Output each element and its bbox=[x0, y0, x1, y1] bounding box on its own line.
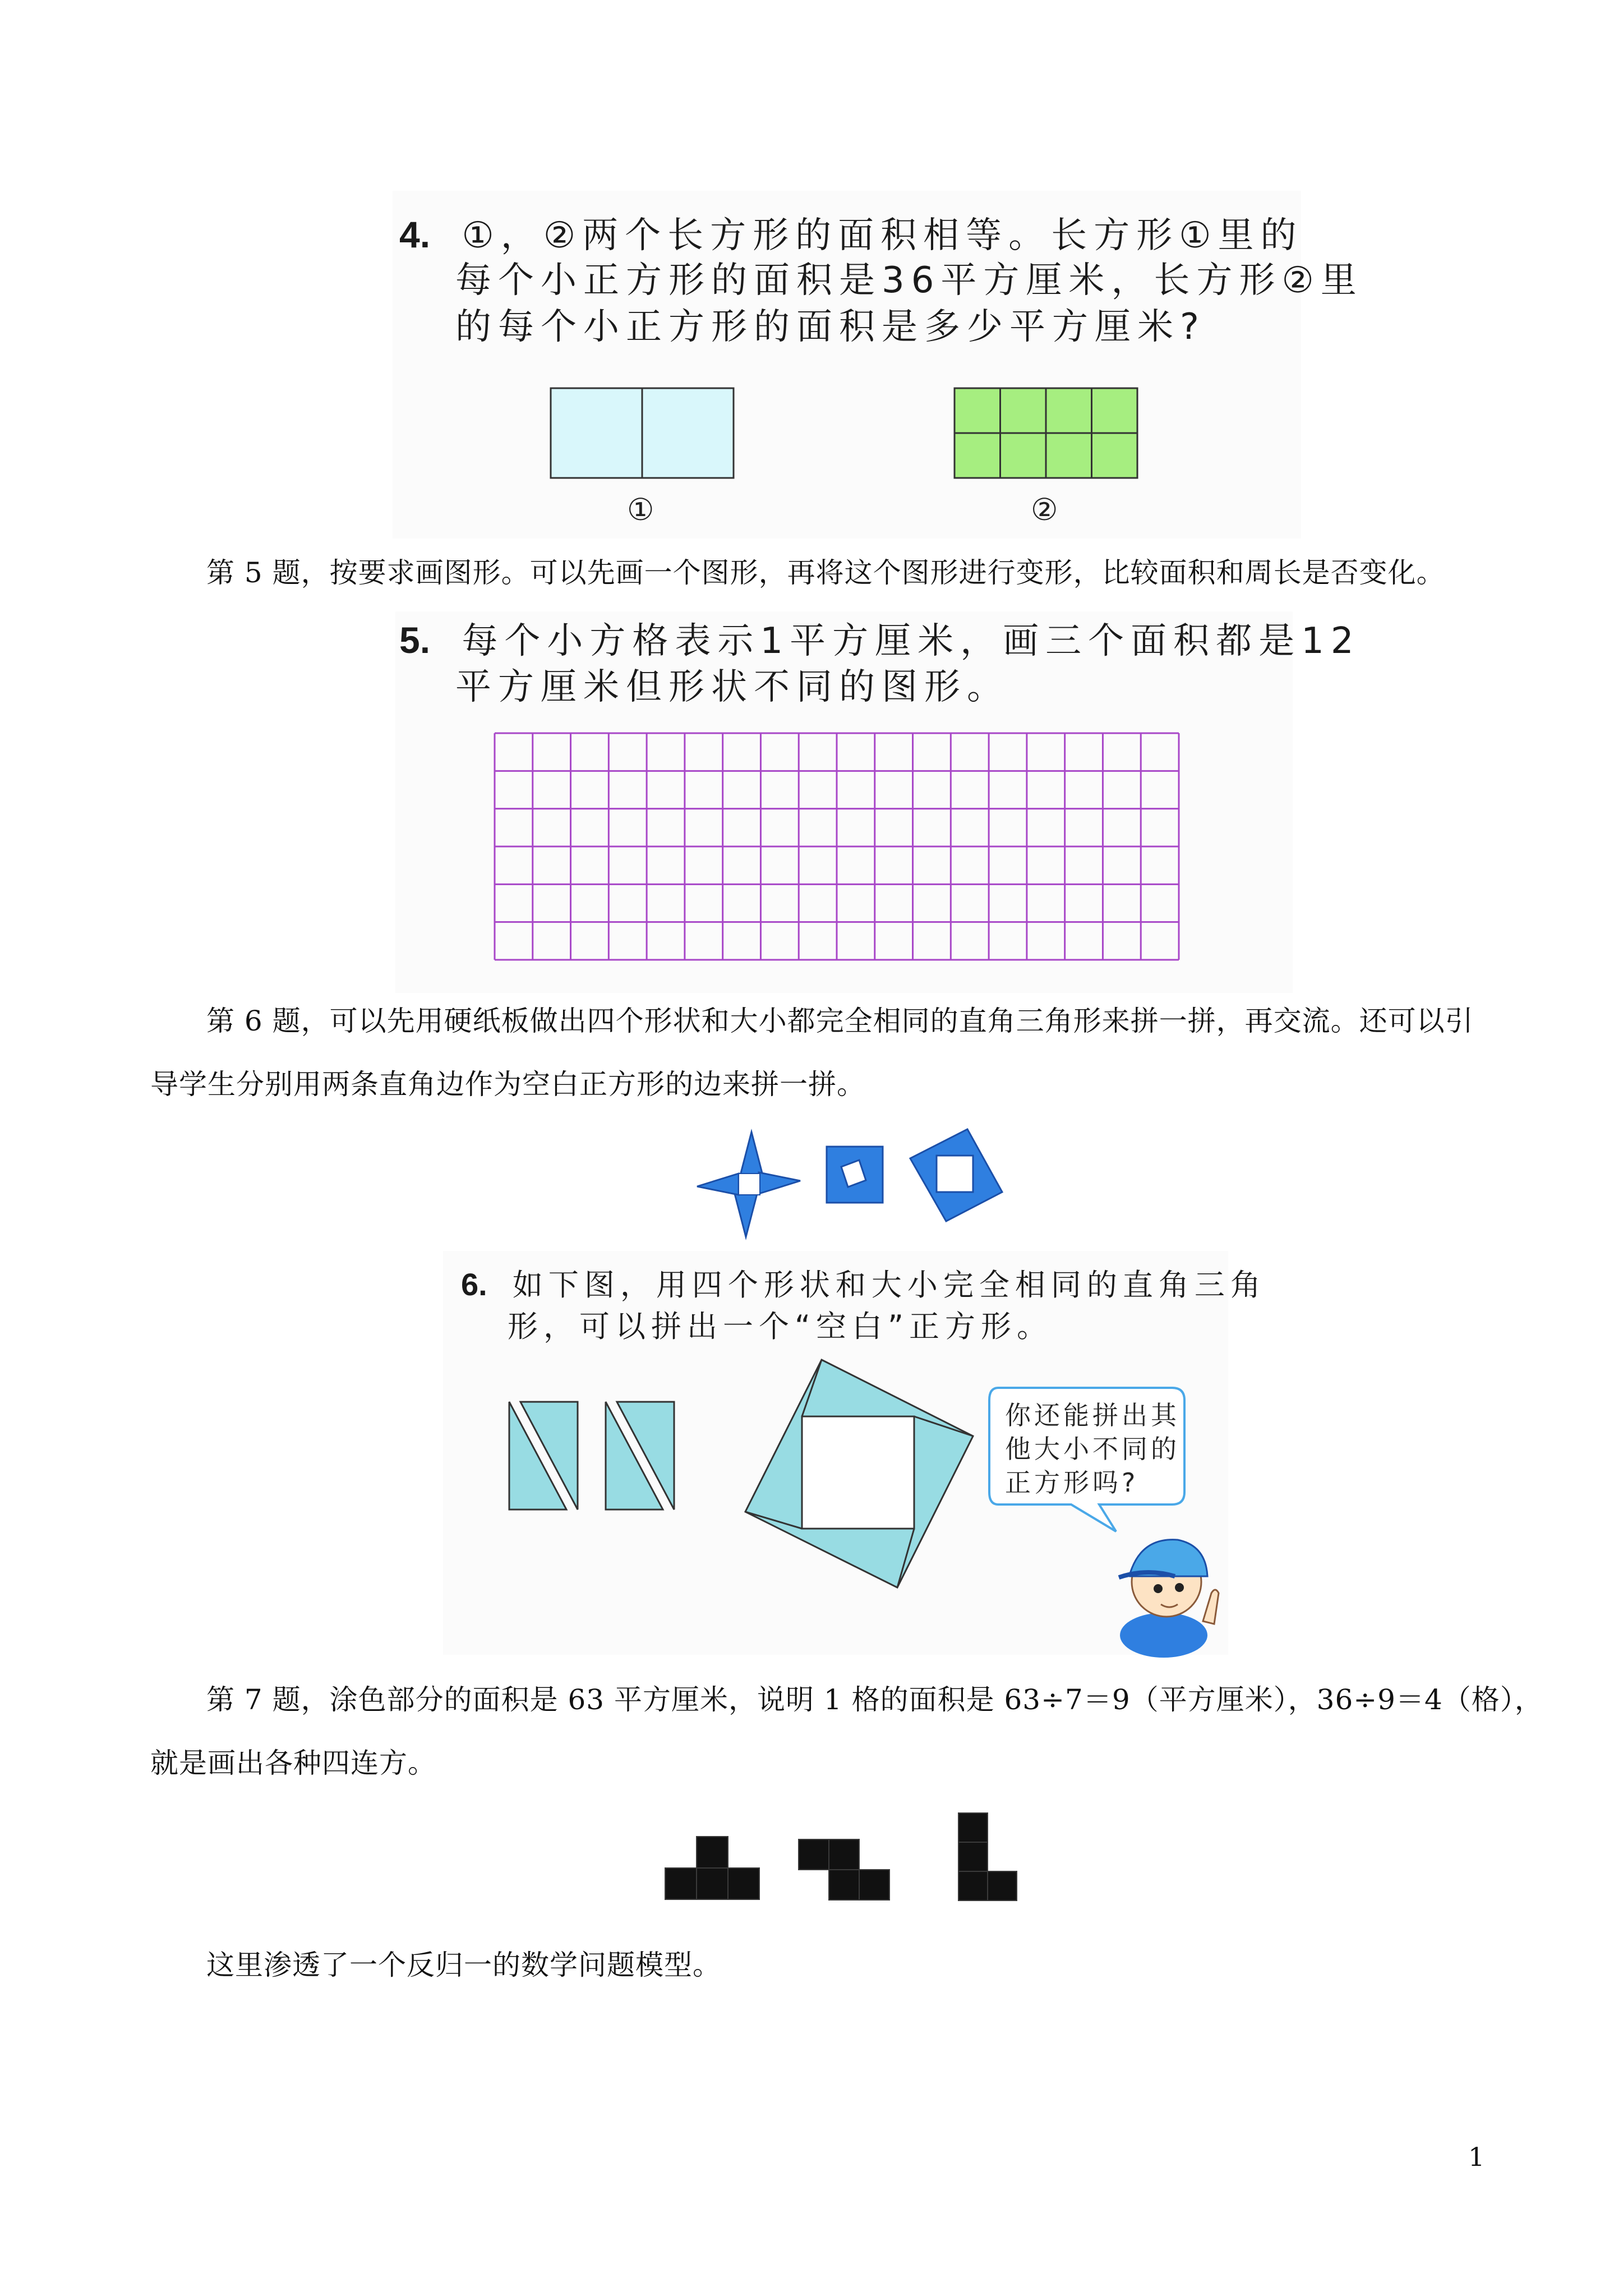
t-tetromino-figure bbox=[663, 1834, 764, 1902]
problem5-line2: 平方厘米但形状不同的图形。 bbox=[455, 666, 1009, 708]
problem4-line1 bbox=[399, 216, 1303, 254]
rectangle-1-label: ① bbox=[627, 492, 654, 527]
z-tetromino-figure bbox=[796, 1837, 897, 1904]
problem6-line1 bbox=[461, 1267, 1266, 1303]
problem5-number: 5. bbox=[399, 619, 431, 661]
problem4-line3: 的每个小正方形的面积是多少平方厘米? bbox=[455, 306, 1206, 348]
bubble-line1: 你还能拼出其 bbox=[1005, 1400, 1180, 1430]
rectangle-1-figure bbox=[550, 387, 740, 482]
l-tetromino-figure bbox=[956, 1811, 1023, 1912]
problem5-text1: 每个小方格表示1平方厘米，画三个面积都是12 bbox=[462, 620, 1361, 662]
rectangle-2-label: ② bbox=[1031, 492, 1058, 527]
pinwheel-figure-3 bbox=[906, 1125, 1007, 1226]
pinwheel-figure-1 bbox=[693, 1128, 805, 1240]
problem4-text1: ①，②两个长方形的面积相等。长方形①里的 bbox=[462, 215, 1303, 256]
page-number: 1 bbox=[1468, 2142, 1486, 2172]
two-right-triangles-figure bbox=[505, 1400, 695, 1529]
boy-with-cap-illustration bbox=[1108, 1515, 1231, 1655]
rectangle-2-figure bbox=[953, 387, 1144, 482]
note7-paragraph-line2: 就是画出各种四连方。 bbox=[150, 1747, 436, 1779]
problem4-number: 4. bbox=[399, 214, 431, 255]
problem6-line2: 形，可以拼出一个“空白”正方形。 bbox=[508, 1309, 1053, 1344]
problem6-text1: 如下图，用四个形状和大小完全相同的直角三角 bbox=[512, 1267, 1266, 1303]
note6-paragraph-line1: 第 6 题，可以先用硬纸板做出四个形状和大小都完全相同的直角三角形来拼一拼，再交流。还可以引 bbox=[206, 1005, 1474, 1037]
blank-square-figure bbox=[743, 1358, 979, 1593]
square-grid bbox=[494, 732, 1181, 962]
problem6-number: 6. bbox=[461, 1267, 487, 1302]
bubble-line3: 正方形吗? bbox=[1005, 1467, 1139, 1498]
problem5-line1 bbox=[399, 619, 1361, 662]
note5-paragraph: 第 5 题，按要求画图形。可以先画一个图形，再将这个图形进行变形，比较面积和周长是否变化。 bbox=[206, 556, 1445, 589]
note7-paragraph-line1: 第 7 题，涂色部分的面积是 63 平方厘米，说明 1 格的面积是 63÷7＝9（平方厘米），36÷9＝4（格）， bbox=[206, 1683, 1543, 1716]
bubble-line2: 他大小不同的 bbox=[1005, 1434, 1180, 1464]
note6-paragraph-line2: 导学生分别用两条直角边作为空白正方形的边来拼一拼。 bbox=[150, 1068, 865, 1101]
problem4-line2: 每个小正方形的面积是36平方厘米，长方形②里 bbox=[455, 260, 1363, 301]
pinwheel-figure-2 bbox=[824, 1144, 886, 1206]
closing-paragraph: 这里渗透了一个反归一的数学问题模型。 bbox=[206, 1949, 721, 1981]
